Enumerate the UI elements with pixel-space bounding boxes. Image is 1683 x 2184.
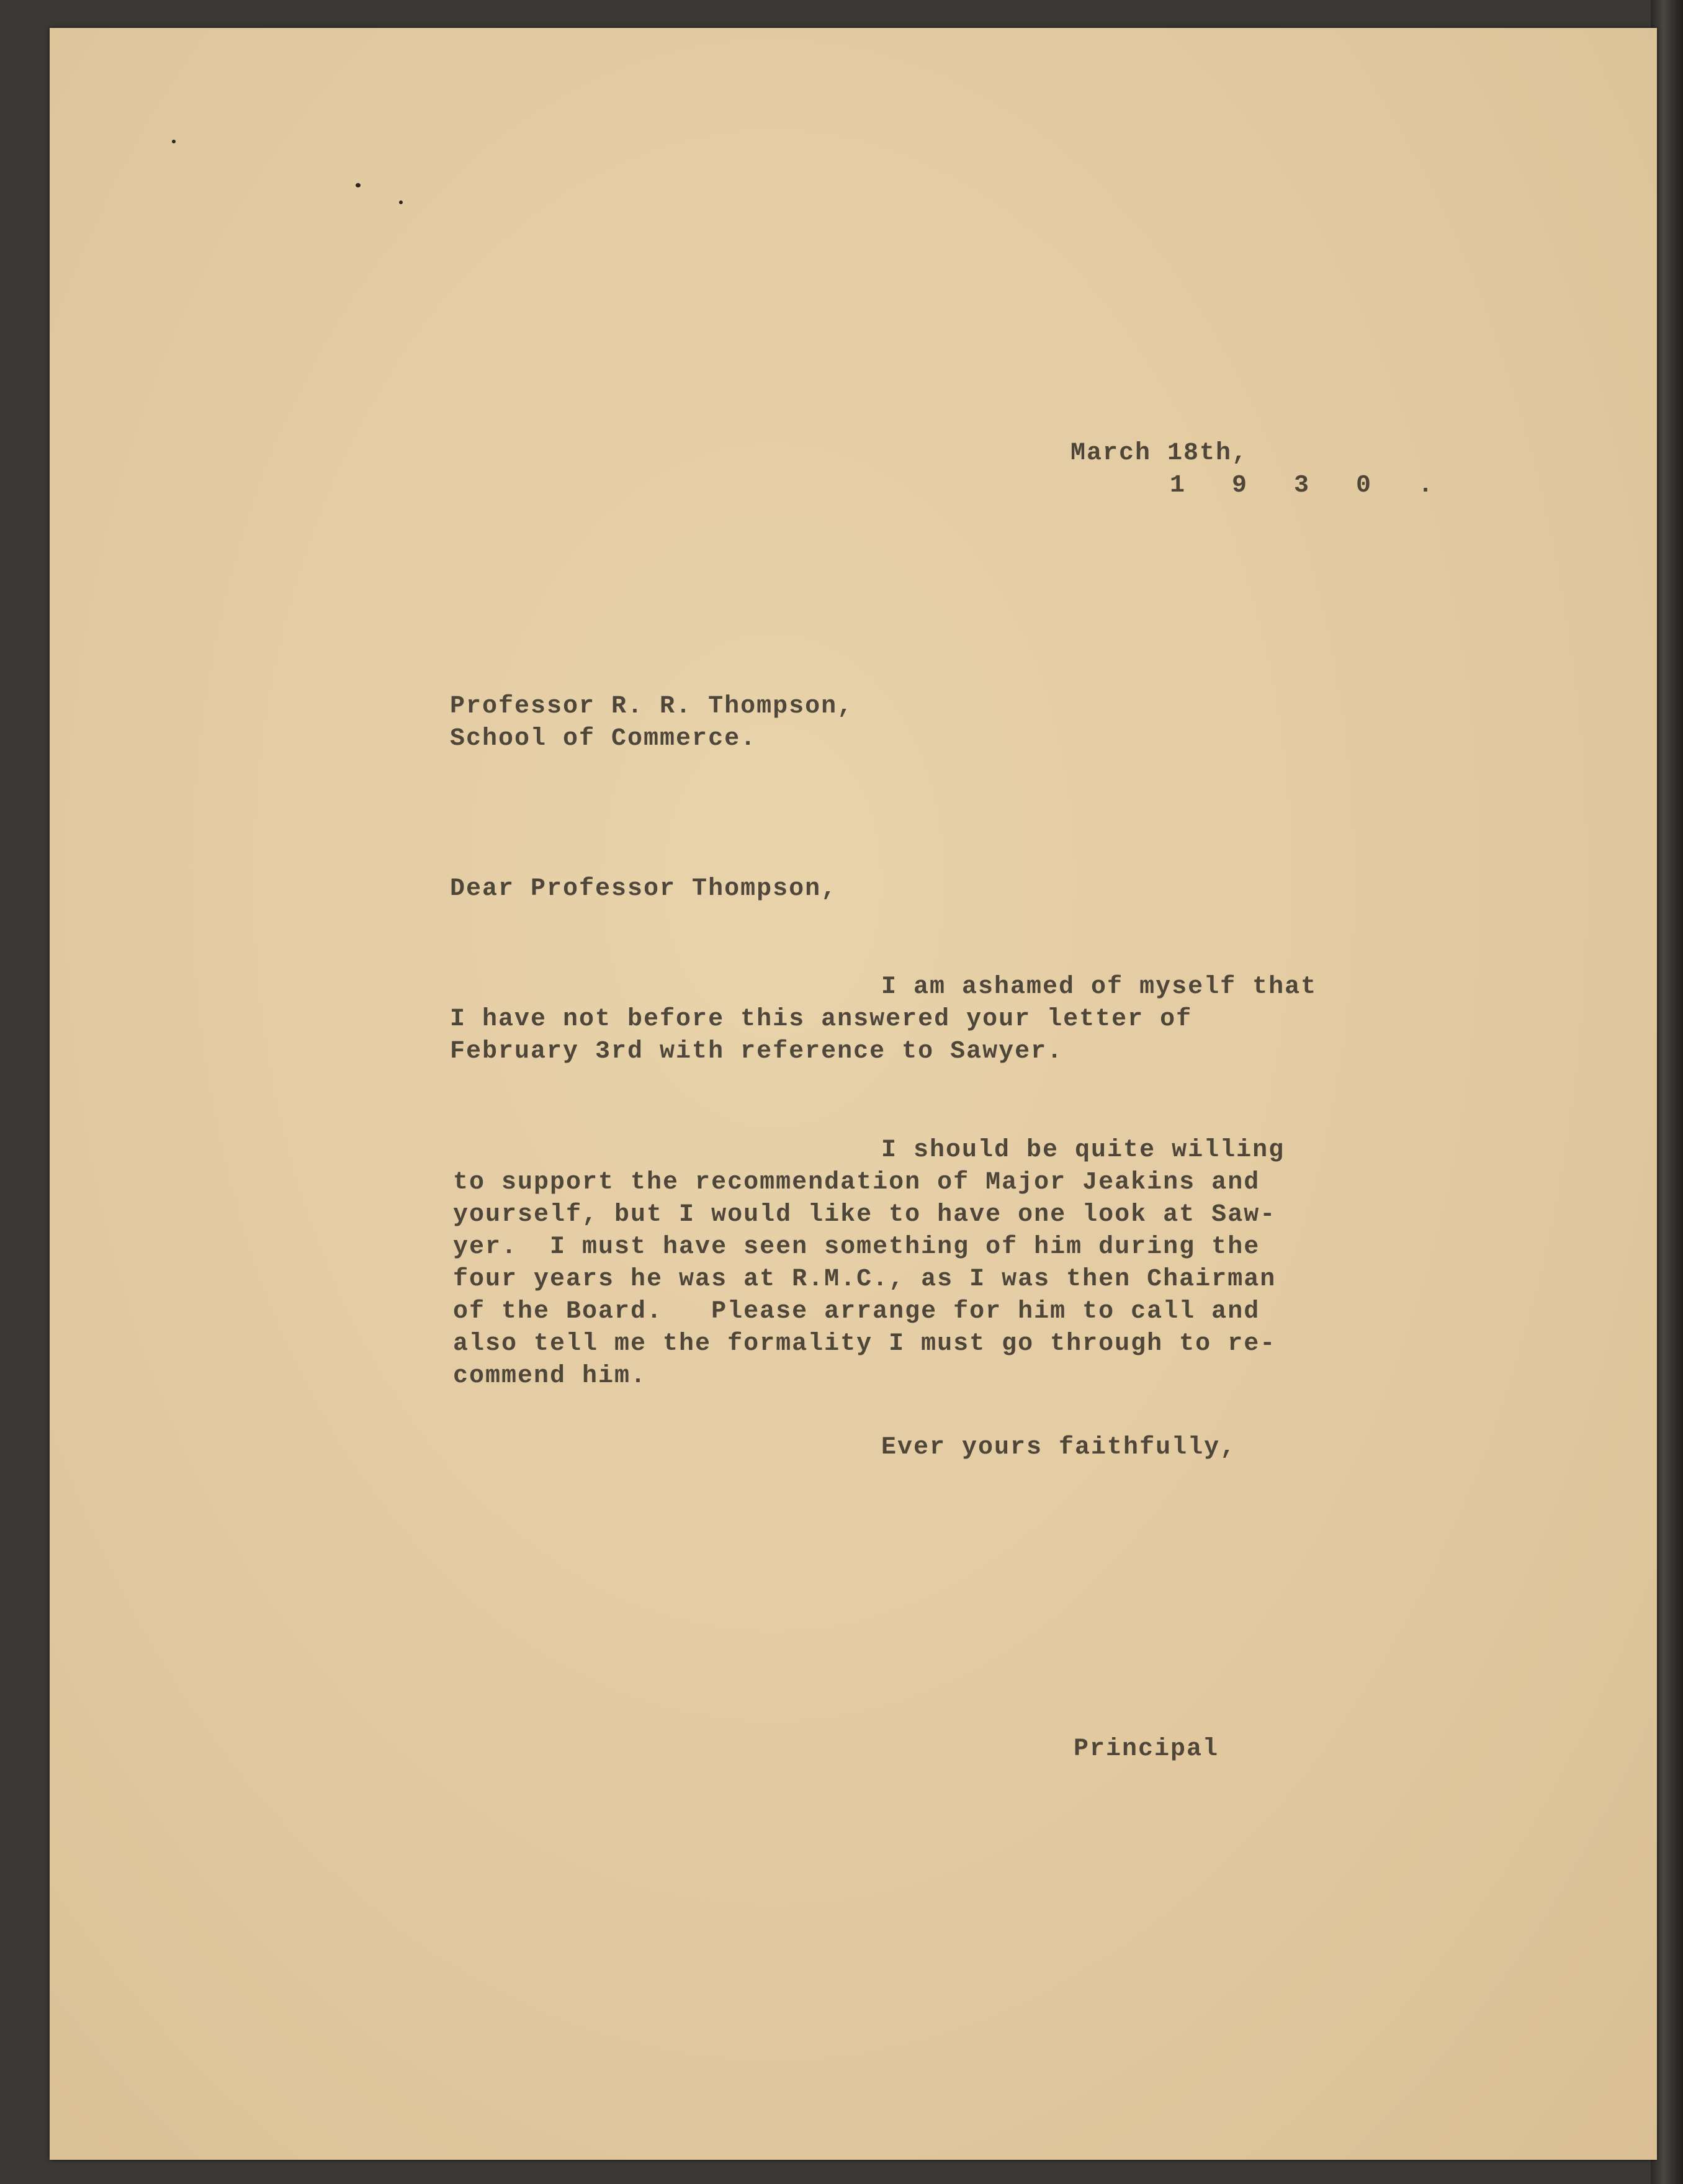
- ink-speck: [172, 140, 176, 143]
- paragraph-line: I am ashamed of myself that: [881, 973, 1317, 1001]
- ink-speck: [356, 183, 361, 187]
- paragraph-line: yourself, but I would like to have one look at Saw-: [453, 1201, 1277, 1229]
- salutation: Dear Professor Thompson,: [450, 875, 838, 903]
- letter-page: [50, 28, 1657, 2160]
- paragraph-line: I have not before this answered your letter of: [450, 1005, 1193, 1033]
- recipient-name: Professor R. R. Thompson,: [450, 693, 854, 721]
- paragraph-line: yer. I must have seen something of him during the: [453, 1233, 1260, 1261]
- recipient-department: School of Commerce.: [450, 725, 757, 753]
- paragraph-line: four years he was at R.M.C., as I was then Chairman: [453, 1265, 1277, 1293]
- paragraph-line: commend him.: [453, 1362, 647, 1390]
- ink-speck: [399, 200, 403, 204]
- date-line: March 18th,: [1070, 439, 1249, 467]
- paragraph-line: February 3rd with reference to Sawyer.: [450, 1038, 1064, 1066]
- paragraph-line: of the Board. Please arrange for him to call and: [453, 1298, 1260, 1326]
- year-line: 1 9 3 0 .: [1170, 472, 1450, 500]
- paragraph-line: I should be quite willing: [881, 1136, 1285, 1164]
- signature-title: Principal: [1074, 1735, 1219, 1763]
- closing: Ever yours faithfully,: [881, 1434, 1237, 1462]
- paragraph-line: also tell me the formality I must go through to re-: [453, 1330, 1277, 1358]
- paragraph-line: to support the recommendation of Major Jeakins and: [453, 1169, 1260, 1197]
